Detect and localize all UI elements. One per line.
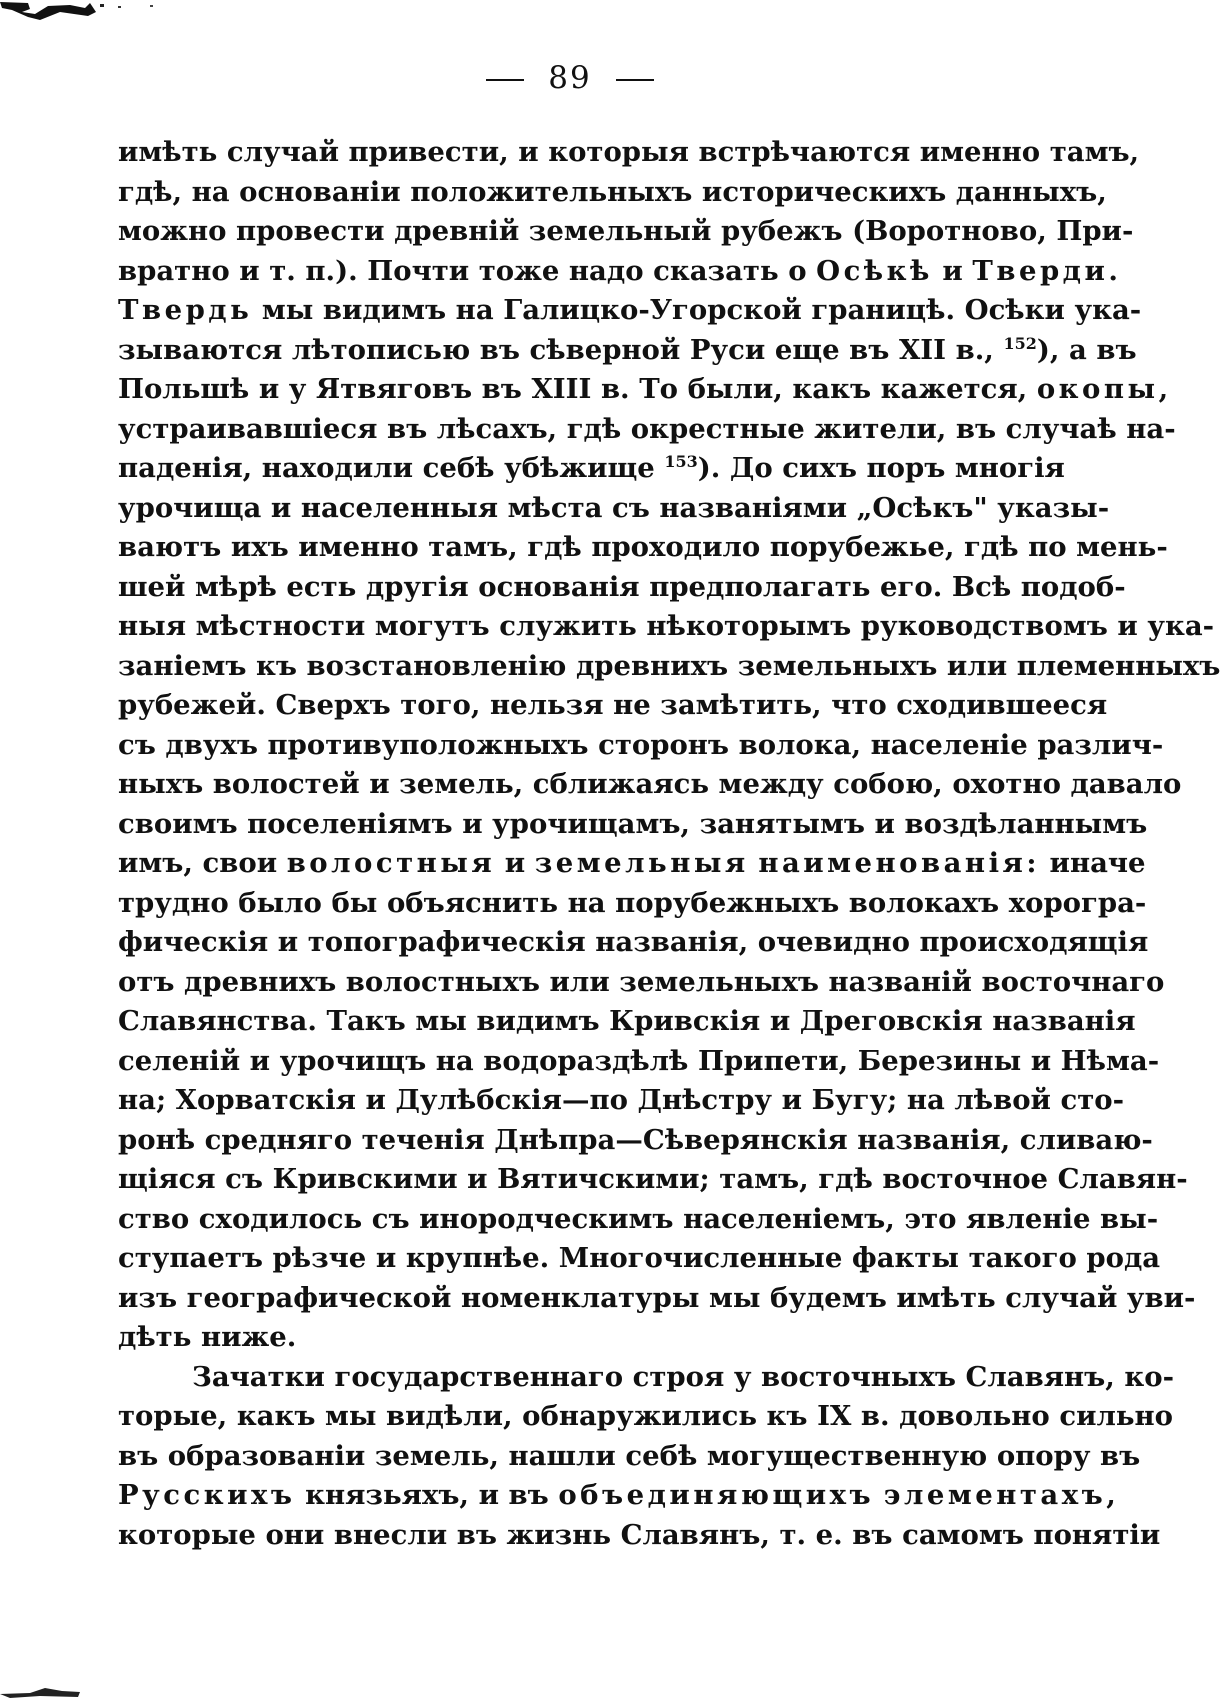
text-line: ныя мѣстности могутъ служить нѣкоторымъ руководствомъ и ука- — [118, 610, 1215, 642]
page-number-value: 89 — [548, 60, 592, 96]
text-line: зываются лѣтописью въ сѣверной Руси еще въ XII в., $^{152}$), а въ — [118, 333, 1137, 366]
text-line: устраивавшіеся въ лѣсахъ, гдѣ окрестные жители, въ случаѣ на- — [118, 412, 1176, 445]
spaced-word: наименованія: — [758, 847, 1040, 879]
text-line: ступаетъ рѣзче и крупнѣе. Многочисленные факты такого рода — [118, 1242, 1161, 1274]
text-line: дѣть ниже. — [118, 1321, 297, 1353]
text-line: щіяся съ Кривскими и Вятичскими; тамъ, гдѣ восточное Славян- — [118, 1163, 1188, 1195]
text-line: торые, какъ мы видѣли, обнаружились къ IX в. довольно сильно — [118, 1400, 1174, 1432]
text-line: Твердь мы видимъ на Галицко-Угорской границѣ. Осѣки ука- — [118, 294, 1142, 326]
text-line: Русскихъ князьяхъ, и въ объединяющихъ элементахъ, — [118, 1479, 1120, 1511]
text-line: паденія, находили себѣ убѣжище $^{153}$). До сихъ поръ многія — [118, 451, 1065, 484]
text-line: ныхъ волостей и земель, сближаясь между собою, охотно давало — [118, 768, 1182, 800]
text-line: въ образованіи земель, нашли себѣ могущественную опору въ — [118, 1439, 1141, 1472]
text-line: Польшѣ и у Ятвяговъ въ XIII в. То были, какъ кажется, окопы, — [118, 373, 1172, 405]
text-line: Славянства. Такъ мы видимъ Кривскія и Дреговскія названія — [118, 1005, 1136, 1037]
spaced-word: Русскихъ — [118, 1479, 296, 1511]
spaced-word: окопы, — [1036, 373, 1172, 405]
text-line: можно провести древній земельный рубежъ (Воротново, При- — [118, 215, 1134, 247]
body-text — [118, 133, 1220, 1555]
text-line: ство сходилось съ инородческимъ населеніемъ, это явленіе вы- — [118, 1202, 1159, 1235]
spaced-word: волостныя — [286, 847, 496, 879]
text-line: рубежей. Сверхъ того, нельзя не замѣтить, что сходившееся — [118, 689, 1108, 721]
spaced-word: объединяющихъ — [558, 1479, 875, 1511]
text-line: фическія и топографическія названія, очевидно происходящія — [118, 926, 1149, 958]
page-number — [0, 58, 1140, 98]
text-line: которые они внесли въ жизнь Славянъ, т. е. въ самомъ понятіи — [118, 1518, 1161, 1551]
page-number-dash-right — [616, 79, 654, 81]
text-line: съ двухъ противуположныхъ сторонъ волока, населеніе различ- — [118, 728, 1164, 761]
text-line: имѣть случай привести, и которыя встрѣчаются именно тамъ, — [118, 136, 1140, 168]
text-line: изъ географической номенклатуры мы будемъ имѣть случай уви- — [118, 1281, 1196, 1314]
text-line: урочища и населенныя мѣста съ названіями „Осѣкъ" указы- — [118, 491, 1110, 524]
spaced-word: Твердь — [118, 294, 253, 326]
text-line: трудно было бы объяснить на порубежныхъ волокахъ хорогра- — [118, 886, 1147, 919]
text-line: отъ древнихъ волостныхъ или земельныхъ названій восточнаго — [118, 965, 1165, 998]
footnote-ref[interactable]: 152 — [1003, 333, 1037, 353]
scan-artifact-top — [0, 0, 175, 22]
text-line: шей мѣрѣ есть другія основанія предполагать его. Всѣ подоб- — [118, 570, 1126, 603]
text-line: Зачатки государственнаго строя у восточныхъ Славянъ, ко- — [192, 1360, 1175, 1393]
spaced-word: земельныя — [534, 847, 749, 879]
text-line: селеній и урочищъ на водораздѣлѣ Припети, Березины и Нѣма- — [118, 1044, 1160, 1077]
text-line: на; Хорватскія и Дулѣбскія—по Днѣстру и Бугу; на лѣвой сто- — [118, 1084, 1125, 1116]
footnote-ref[interactable]: 153 — [664, 451, 698, 471]
text-line: ронѣ средняго теченія Днѣпра—Сѣверянскія названія, сливаю- — [118, 1123, 1153, 1156]
page-number-dash-left — [486, 79, 524, 81]
spaced-word: элементахъ, — [883, 1479, 1120, 1511]
text-line: гдѣ, на основаніи положительныхъ историческихъ данныхъ, — [118, 175, 1107, 208]
spaced-word: Тверди. — [972, 254, 1122, 287]
spaced-word: Осѣкѣ — [816, 254, 933, 287]
text-line: ваютъ ихъ именно тамъ, гдѣ проходило порубежье, гдѣ по мень- — [118, 531, 1168, 563]
scan-artifact-bottom — [0, 1684, 95, 1699]
text-line: имъ, свои волостныя и земельныя наименованія: иначе — [118, 847, 1146, 879]
text-line: заніемъ къ возстановленію древнихъ земельныхъ или племенныхъ — [118, 649, 1220, 682]
text-line: своимъ поселеніямъ и урочищамъ, занятымъ и воздѣланнымъ — [118, 807, 1148, 840]
text-line: вратно и т. п.). Почти тоже надо сказать о Осѣкѣ и Тверди. — [118, 254, 1122, 287]
